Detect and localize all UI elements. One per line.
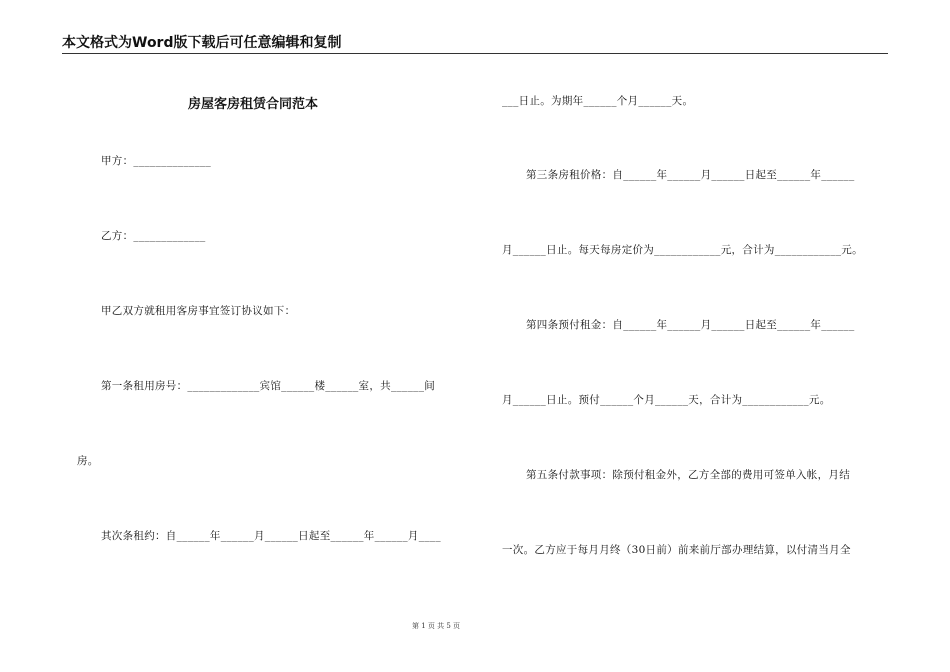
clause-2-continued: ___日止。为期年______个月______天。 [502, 95, 694, 107]
clause-5-line-1: 第五条付款事项：除预付租金外，乙方全部的费用可签单入帐，月结 [526, 469, 850, 481]
clause-5-line-2: 一次。乙方应于每月月终（30日前）前来前厅部办理结算，以付清当月全 [502, 544, 851, 556]
document-header: 本文格式为Word版下载后可任意编辑和复制 [62, 34, 888, 54]
intro-paragraph: 甲乙双方就租用客房事宜签订协议如下： [101, 305, 296, 317]
document-title: 房屋客房租赁合同范本 [188, 97, 319, 112]
page-number: 第 1 页 共 5 页 [412, 622, 461, 630]
party-a-line: 甲方：______________ [101, 155, 212, 167]
clause-3-line-2: 月______日止。每天每房定价为____________元，合计为____________元。 [502, 244, 863, 256]
party-b-line: 乙方：_____________ [101, 230, 206, 242]
clause-4-line-1: 第四条预付租金：自______年______月______日起至______年______ [526, 319, 855, 331]
clause-1-line-1: 第一条租用房号：_____________宾馆______楼______室，共______间 [101, 380, 436, 392]
clause-3-line-1: 第三条房租价格：自______年______月______日起至______年______ [526, 169, 855, 181]
clause-4-line-2: 月______日止。预付______个月______天，合计为____________元。 [502, 394, 831, 406]
clause-1-line-2: 房。 [77, 455, 99, 467]
clause-2-line-1: 其次条租约：自______年______月______日起至______年______月____ [101, 530, 441, 542]
